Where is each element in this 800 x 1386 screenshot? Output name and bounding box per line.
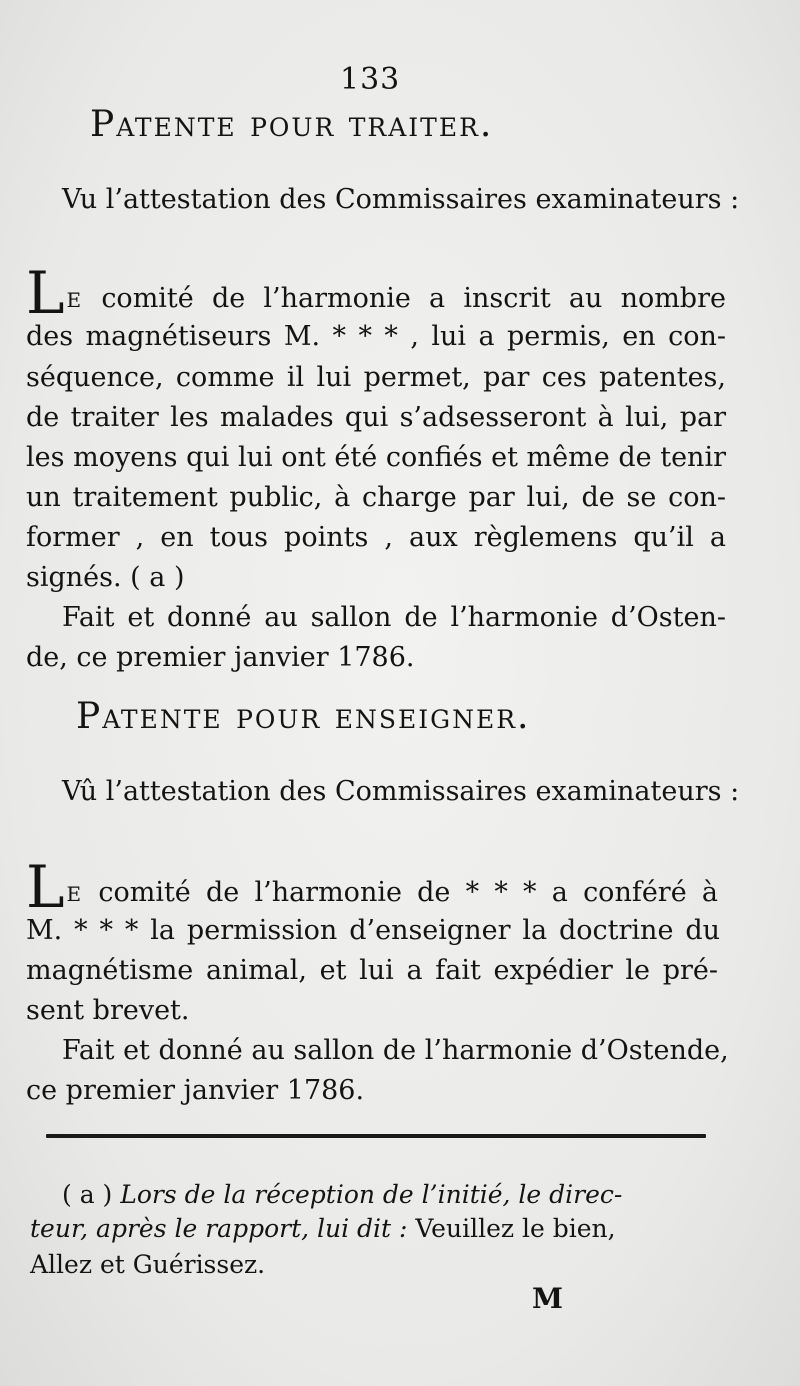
closing-line: Fait et donné au sallon de l’harmonie d’Osten- <box>62 602 726 633</box>
paragraph-line: les moyens qui lui ont été confiés et même de tenir <box>26 442 726 473</box>
paragraph-line <box>26 259 726 327</box>
catchword: M <box>532 1282 563 1315</box>
drop-cap: L <box>26 259 65 327</box>
paragraph-line: de traiter les malades qui s’adsesseront à lui, par <box>26 402 726 433</box>
closing-line: de, ce premier janvier 1786. <box>26 642 415 673</box>
section-heading-traiter: Patente pour traiter. <box>90 104 494 145</box>
paragraph-line: former , en tous points , aux règlemens qu’il a <box>26 522 726 553</box>
footnote-rule <box>46 1134 706 1138</box>
closing-line: Fait et donné au sallon de l’harmonie d’Ostende, <box>62 1035 729 1066</box>
footnote-text: teur, après le rapport, lui dit : <box>30 1214 408 1243</box>
footnote-text: Veuillez le bien, <box>415 1214 616 1243</box>
attestation-line: Vu l’attestation des Commissaires examinateurs : <box>62 184 740 215</box>
paragraph-line <box>26 853 718 921</box>
drop-cap-rest: E <box>66 288 84 312</box>
section-heading-enseigner: Patente pour enseigner. <box>76 696 531 737</box>
paragraph-line: des magnétiseurs M. * * * , lui a permis, en con- <box>26 321 726 352</box>
footnote-line: Allez et Guérissez. <box>30 1250 266 1279</box>
paragraph-line: magnétisme animal, et lui a fait expédier le pré- <box>26 955 718 986</box>
footnote-text: Lors de la réception de l’initié, le direc- <box>120 1180 623 1209</box>
page-number: 133 <box>340 62 401 97</box>
paragraph-line: signés. ( a ) <box>26 562 185 593</box>
paragraph-text: comité de l’harmonie a inscrit au nombre <box>101 283 726 314</box>
paragraph-text: comité de l’harmonie de * * * a conféré à <box>98 877 718 908</box>
paragraph-line: sent brevet. <box>26 995 190 1026</box>
paragraph-line: un traitement public, à charge par lui, de se con- <box>26 482 726 513</box>
paragraph-line: M. * * * la permission d’enseigner la doctrine du <box>26 915 720 946</box>
paragraph-line: séquence, comme il lui permet, par ces patentes, <box>26 362 726 393</box>
footnote-line <box>62 1180 622 1209</box>
footnote-line <box>30 1214 616 1243</box>
drop-cap: L <box>26 853 65 921</box>
drop-cap-rest: E <box>66 882 84 906</box>
attestation-line: Vû l’attestation des Commissaires examinateurs : <box>62 776 740 807</box>
footnote-marker: ( a ) <box>62 1180 113 1209</box>
closing-line: ce premier janvier 1786. <box>26 1075 365 1106</box>
